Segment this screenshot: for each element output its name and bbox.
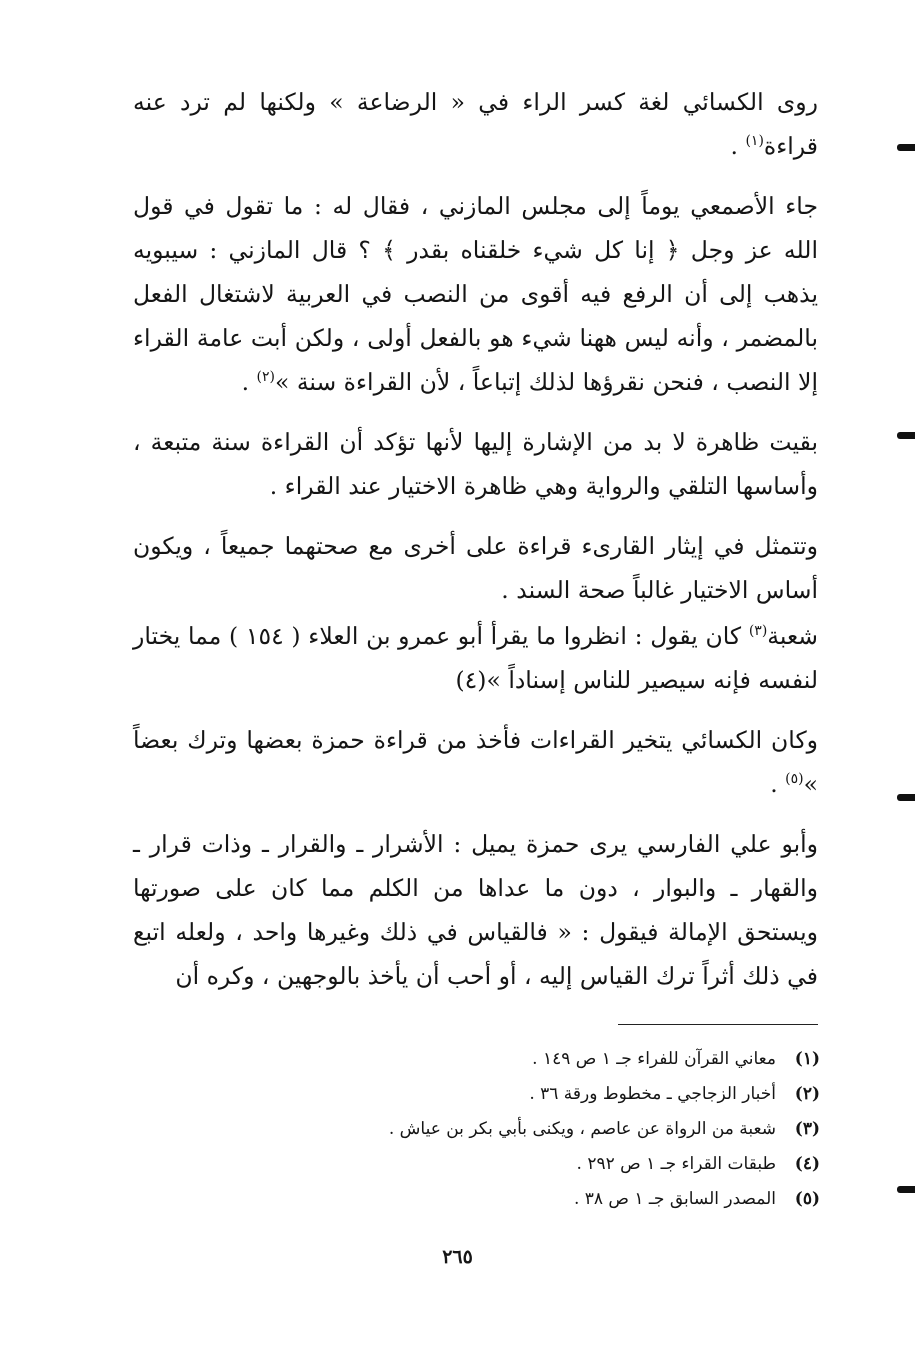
paragraph-tail: . [770, 770, 786, 798]
footnote-ref: (١) [745, 133, 764, 150]
footnote-text: شعبة من الرواة عن عاصم ، ويكنى بأبي بكر بن عياش . [388, 1119, 776, 1139]
footnotes-list [300, 1042, 820, 1217]
paragraph-text: وتتمثل في إيثار القارىء قراءة على أخرى مع صحتهما جميعاً ، ويكون أساس الاختيار غالباً صحة السند . [133, 532, 818, 604]
paragraph [133, 80, 818, 168]
body-text [133, 80, 818, 1014]
footnote-number: (٢) [794, 1084, 820, 1104]
paragraph-text: وأبو علي الفارسي يرى حمزة يميل : الأشرار ـ والقرار ـ وذات قرار ـ والقهار ـ والبوار ، دون ما عداها من الكلم مما كان على صورتها ويستحق الإمالة فيقول : « فالقياس في ذلك وغيرها واحد ، ولعله اتبع في ذلك أثراً ترك القياس إليه ، أو أحب أن يأخذ بالوجهين ، وكره أن [133, 830, 818, 990]
footnote-number: (١) [794, 1049, 820, 1069]
paragraph-tail: . [241, 368, 257, 396]
footnote-text: طبقات القراء جـ ١ ص ٢٩٢ . [576, 1154, 776, 1174]
footnote-ref: (٥) [785, 771, 804, 788]
footnote-separator [618, 1024, 818, 1025]
footnote-number: (٥) [794, 1189, 820, 1209]
paragraph-text: جاء الأصمعي يوماً إلى مجلس المازني ، فقال له : ما تقول في قول الله عز وجل ﴿ إنا كل شيء خلقناه بقدر ﴾ ؟ قال المازني : سيبويه يذهب إلى أن الرفع فيه أقوى من النصب في العربية لاشتغال الفعل بالمضمر ، وأنه ليس ههنا شيء هو بالفعل أولى ، ولكن أبت عامة القراء إلا النصب ، فنحن نقرؤها لذلك إتباعاً ، لأن القراءة سنة » [133, 192, 818, 396]
paragraph-text: وكان الكسائي يتخير القراءات فأخذ من قراءة حمزة بعضها وترك بعضاً » [133, 726, 818, 798]
paragraph [133, 614, 818, 702]
paragraph-tail: كان يقول : انظروا ما يقرأ أبو عمرو بن العلاء ( ١٥٤ ) مما يختار لنفسه فإنه سيصير للناس إسناداً »(٤) [133, 622, 818, 694]
scan-edge-mark [897, 794, 915, 801]
footnote [300, 1147, 820, 1182]
footnote-text: المصدر السابق جـ ١ ص ٣٨ . [573, 1189, 776, 1209]
paragraph-tail: . [730, 132, 746, 160]
footnote [300, 1112, 820, 1147]
footnote [300, 1077, 820, 1112]
footnote-ref: (٣) [748, 623, 768, 640]
footnote-text: أخبار الزجاجي ـ مخطوط ورقة ٣٦ . [529, 1084, 776, 1104]
page-number: ٢٦٥ [442, 1246, 473, 1268]
scan-edge-mark [897, 1186, 915, 1193]
paragraph [133, 524, 818, 612]
footnote [300, 1042, 820, 1077]
scan-edge-mark [897, 144, 915, 151]
paragraph [133, 420, 818, 508]
paragraph-text: شعبة [767, 622, 818, 650]
paragraph [133, 718, 818, 806]
footnote-ref: (٢) [256, 369, 275, 386]
footnote-text: معاني القرآن للفراء جـ ١ ص ١٤٩ . [532, 1049, 776, 1069]
paragraph [133, 822, 818, 998]
paragraph-text: روى الكسائي لغة كسر الراء في « الرضاعة » ولكنها لم ترد عنه قراءة [133, 88, 818, 160]
paragraph [133, 184, 818, 404]
scan-edge-mark [897, 432, 915, 439]
paragraph-text: بقيت ظاهرة لا بد من الإشارة إليها لأنها تؤكد أن القراءة سنة متبعة ، وأساسها التلقي والرواية وهي ظاهرة الاختيار عند القراء . [133, 428, 818, 500]
footnote [300, 1182, 820, 1217]
footnote-number: (٤) [794, 1154, 820, 1174]
footnote-number: (٣) [794, 1119, 820, 1139]
